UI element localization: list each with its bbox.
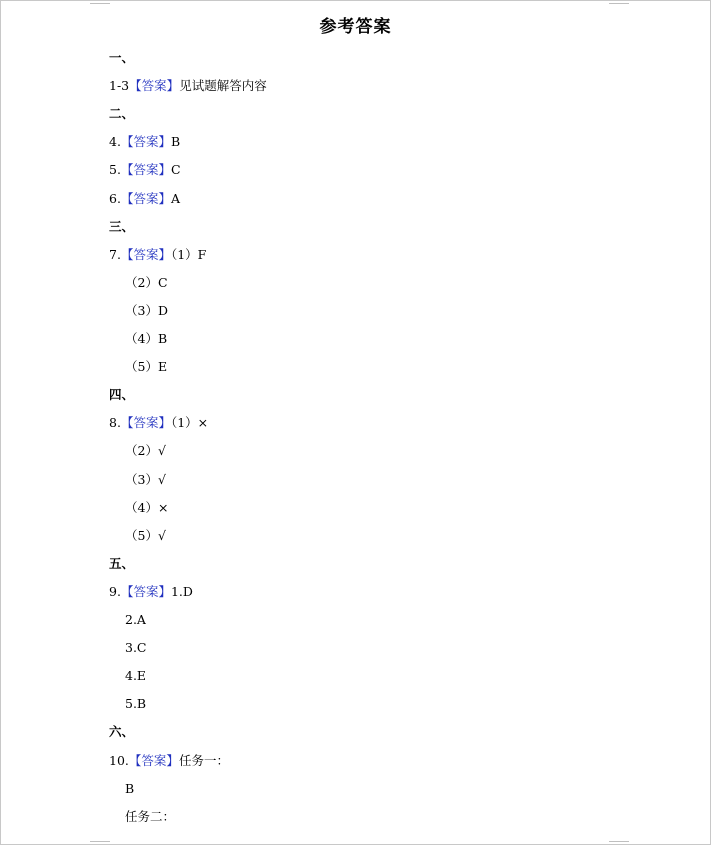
section-label: 四、	[109, 387, 135, 402]
answer-text: 见试题解答内容	[179, 78, 267, 93]
answer-keyword: 答案	[133, 415, 159, 430]
answer-bracket-right: 】	[158, 415, 171, 430]
answer-keyword: 答案	[133, 134, 159, 149]
answer-keyword: 答案	[141, 753, 167, 768]
answer-line	[109, 415, 208, 431]
answer-text: （1）×	[170, 415, 209, 430]
question-number: 5.	[109, 162, 121, 177]
answer-line	[109, 584, 193, 600]
answer-bracket-right: 】	[158, 191, 171, 206]
answer-text: C	[170, 162, 181, 177]
question-number: 7.	[109, 247, 121, 262]
answer-bracket-left: 【	[120, 584, 134, 599]
answer-bracket-right: 】	[166, 753, 179, 768]
answer-line	[125, 275, 168, 291]
answer-line	[125, 528, 166, 544]
question-number: 6.	[109, 191, 121, 206]
answer-text: 3.C	[125, 640, 147, 655]
answer-line	[125, 612, 146, 628]
answer-line	[125, 443, 166, 459]
answer-keyword: 答案	[141, 78, 167, 93]
answer-line	[125, 668, 146, 684]
answer-keyword: 答案	[133, 584, 159, 599]
section-label: 五、	[109, 556, 135, 571]
answer-line	[125, 303, 168, 319]
answer-text: （2）√	[125, 443, 166, 458]
answer-line	[125, 781, 134, 797]
answer-bracket-right: 】	[158, 134, 171, 149]
answer-text: A	[170, 191, 181, 206]
answer-text: B	[170, 134, 181, 149]
answer-line	[125, 472, 166, 488]
answer-line	[125, 331, 167, 347]
answer-bracket-left: 【	[120, 162, 134, 177]
answer-line	[125, 640, 147, 656]
answer-line	[125, 359, 167, 375]
answer-line	[125, 500, 168, 516]
answer-text: （1）F	[170, 247, 207, 262]
page-title: 参考答案	[319, 17, 392, 37]
answer-text: B	[125, 781, 135, 796]
answer-line	[109, 247, 206, 263]
answer-bracket-right: 】	[158, 584, 171, 599]
section-heading	[109, 724, 134, 740]
section-label: 六、	[109, 724, 135, 739]
section-label: 一、	[109, 50, 135, 65]
section-heading	[109, 387, 134, 403]
answer-text: 5.B	[125, 696, 147, 711]
corner-mark-top-left	[90, 3, 110, 4]
answer-line	[125, 696, 146, 712]
section-heading	[109, 219, 134, 235]
corner-mark-bottom-left	[90, 841, 110, 842]
answer-text: （5）√	[125, 528, 166, 543]
answer-line	[125, 809, 175, 825]
answer-bracket-left: 【	[128, 753, 142, 768]
section-heading	[109, 50, 134, 66]
answer-text: 2.A	[125, 612, 146, 627]
answer-text: 任务二：	[125, 809, 176, 824]
answer-line	[109, 162, 181, 178]
answer-keyword: 答案	[133, 191, 159, 206]
answer-text: （2）C	[125, 275, 168, 290]
answer-text: 4.E	[125, 668, 147, 683]
question-number: 10.	[109, 753, 129, 768]
answer-text: （3）D	[125, 303, 168, 318]
answer-text: （5）E	[125, 359, 168, 374]
answer-line	[109, 78, 267, 94]
question-number: 4.	[109, 134, 121, 149]
answer-bracket-right: 】	[158, 247, 171, 262]
question-number: 1-3	[109, 78, 130, 93]
answer-text: （3）√	[125, 472, 166, 487]
answer-keyword: 答案	[133, 162, 159, 177]
answer-keyword: 答案	[133, 247, 159, 262]
section-label: 三、	[109, 219, 135, 234]
section-label: 二、	[109, 106, 135, 121]
answer-bracket-left: 【	[120, 134, 134, 149]
answer-bracket-left: 【	[120, 247, 134, 262]
section-heading	[109, 556, 134, 572]
answer-line	[109, 191, 180, 207]
answer-bracket-left: 【	[120, 191, 134, 206]
answer-text: 任务一：	[178, 753, 229, 768]
answer-bracket-right: 】	[158, 162, 171, 177]
answer-bracket-right: 】	[166, 78, 180, 93]
corner-mark-top-right	[609, 3, 629, 4]
answer-bracket-left: 【	[120, 415, 134, 430]
question-number: 9.	[109, 584, 121, 599]
answer-text: （4）×	[125, 500, 169, 515]
question-number: 8.	[109, 415, 121, 430]
answer-line	[109, 753, 229, 769]
answer-text: （4）B	[125, 331, 168, 346]
answer-text: 1.D	[170, 584, 193, 599]
section-heading	[109, 106, 134, 122]
answer-line	[109, 134, 180, 150]
answer-bracket-left: 【	[129, 78, 142, 93]
corner-mark-bottom-right	[609, 841, 629, 842]
